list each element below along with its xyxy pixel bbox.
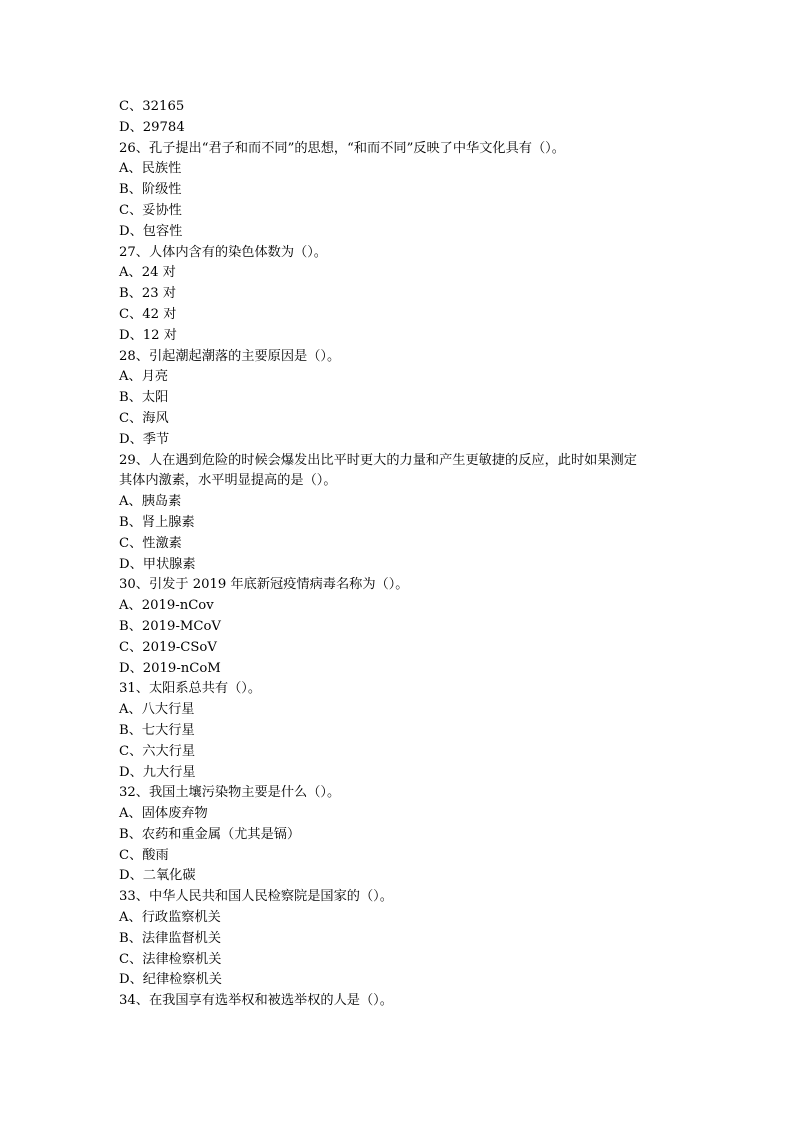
option-c: C、酸雨 xyxy=(119,847,169,863)
option-a: A、胰岛素 xyxy=(119,494,182,510)
question-29-line2: 其体内激素，水平明显提高的是（）。 xyxy=(119,473,337,489)
option-a: A、民族性 xyxy=(119,161,182,177)
option-c: C、42 对 xyxy=(119,306,177,322)
option-c: C、海风 xyxy=(119,410,169,426)
option-b: B、2019-MCoV xyxy=(119,618,221,634)
option-d: D、纪律检察机关 xyxy=(119,972,222,988)
option-d: D、甲状腺素 xyxy=(119,556,196,572)
question-29-line1: 29、人在遇到危险的时候会爆发出比平时更大的力量和产生更敏捷的反应，此时如果测定 xyxy=(119,452,637,468)
option-b: B、肾上腺素 xyxy=(119,514,195,530)
question-32: 32、我国土壤污染物主要是什么（）。 xyxy=(119,785,341,801)
option-b: B、23 对 xyxy=(119,286,177,302)
question-34: 34、在我国享有选举权和被选举权的人是（）。 xyxy=(119,993,393,1009)
option-c: C、妥协性 xyxy=(119,202,182,218)
option-d: D、29784 xyxy=(119,119,185,135)
option-d: D、九大行星 xyxy=(119,764,196,780)
option-a: A、月亮 xyxy=(119,369,169,385)
option-d: D、二氧化碳 xyxy=(119,868,196,884)
option-b: B、阶级性 xyxy=(119,182,182,198)
option-b: B、农药和重金属（尤其是镉） xyxy=(119,826,301,842)
option-d: D、2019-nCoM xyxy=(119,660,221,676)
option-a: A、2019-nCov xyxy=(119,598,214,614)
option-d: D、12 对 xyxy=(119,327,177,343)
option-c: C、性激素 xyxy=(119,535,182,551)
option-b: B、太阳 xyxy=(119,390,169,406)
option-a: A、八大行星 xyxy=(119,702,195,718)
question-33: 33、中华人民共和国人民检察院是国家的（）。 xyxy=(119,889,393,905)
document-body xyxy=(119,97,679,1012)
question-30: 30、引发于 2019 年底新冠疫情病毒名称为（）。 xyxy=(119,577,409,593)
option-a: A、固体废弃物 xyxy=(119,806,208,822)
question-28: 28、引起潮起潮落的主要原因是（）。 xyxy=(119,348,341,364)
option-a: A、行政监察机关 xyxy=(119,910,221,926)
option-c: C、法律检察机关 xyxy=(119,951,222,967)
option-b: B、法律监督机关 xyxy=(119,930,222,946)
question-27: 27、人体内含有的染色体数为（）。 xyxy=(119,244,327,260)
option-d: D、季节 xyxy=(119,431,170,447)
option-c: C、32165 xyxy=(119,99,185,114)
question-26: 26、孔子提出“君子和而不同”的思想，“和而不同”反映了中华文化具有（）。 xyxy=(119,140,565,156)
option-c: C、2019-CSoV xyxy=(119,639,217,655)
question-31: 31、太阳系总共有（）。 xyxy=(119,681,262,697)
option-a: A、24 对 xyxy=(119,265,176,281)
option-b: B、七大行星 xyxy=(119,722,195,738)
option-d: D、包容性 xyxy=(119,223,183,239)
option-c: C、六大行星 xyxy=(119,743,196,759)
